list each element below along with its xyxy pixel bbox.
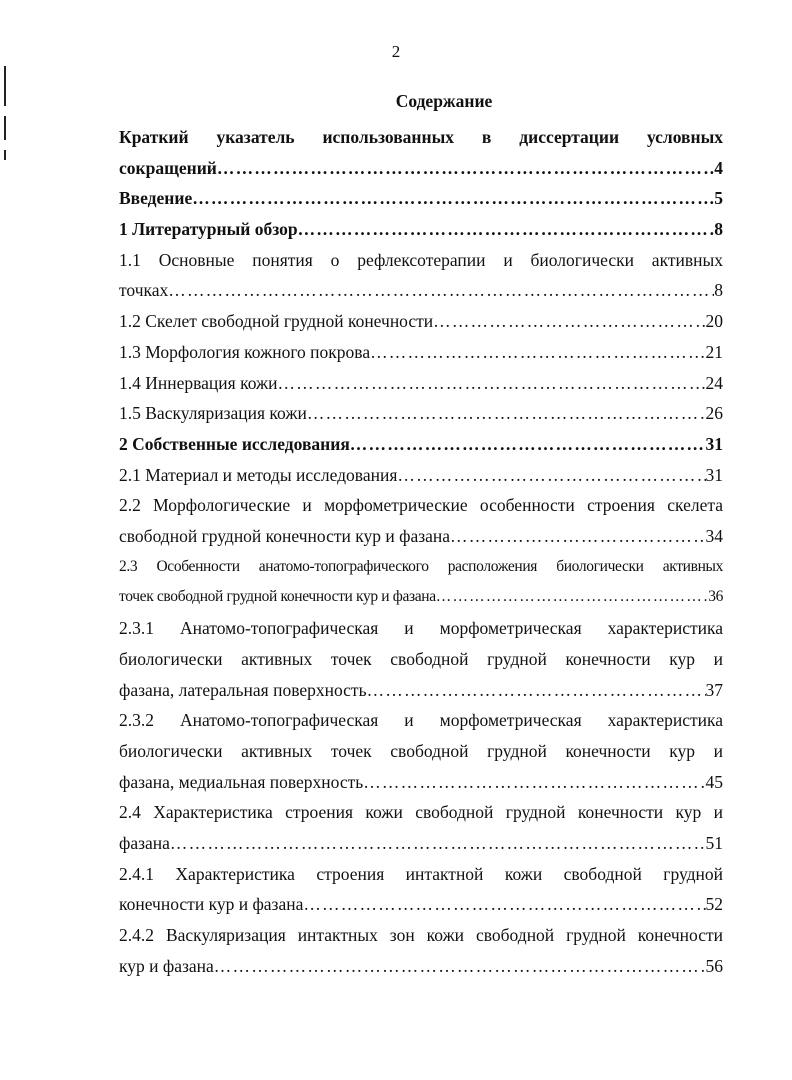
toc-entry-text: фазана, латеральная поверхность (119, 679, 367, 700)
toc-entry-last-line (119, 828, 723, 859)
toc-entry (119, 460, 723, 491)
toc-entry (119, 398, 723, 429)
toc-leader-dots (303, 889, 705, 920)
toc-entry-text: кур и фазана (119, 955, 214, 976)
toc-page-number: 37 (705, 679, 723, 700)
toc-entry (119, 122, 723, 183)
toc-entry-line (119, 920, 723, 951)
toc-leader-dots (397, 460, 705, 491)
toc-entry-line (119, 245, 723, 276)
toc-entry-text: фазана, медиальная поверхность (119, 771, 364, 792)
toc-entry (119, 214, 723, 245)
toc-entry-text: 1.3 Морфология кожного покрова (119, 341, 371, 362)
toc-entry-text: свободной грудной конечности кур и фазана (119, 526, 451, 547)
toc-entry-text: Краткий указатель использованных в диссертации условных (119, 127, 723, 147)
toc-entry-line (119, 613, 723, 644)
toc-entry-line (119, 490, 723, 521)
toc-page-number: 5 (714, 188, 723, 209)
toc-page-number: 4 (714, 157, 723, 178)
toc-entry-text: 1 Литературный обзор (119, 219, 298, 240)
toc-entry (119, 368, 723, 399)
toc-page-number: 31 (705, 464, 723, 485)
toc-entry-text: 1.5 Васкуляризация кожи (119, 403, 307, 424)
toc-entry-last-line (119, 153, 723, 184)
toc-page-number: 36 (708, 588, 723, 606)
toc-entry-last-line (119, 398, 723, 429)
toc-entry-last-line (119, 183, 723, 214)
toc-leader-dots (214, 951, 706, 982)
toc-page-number: 34 (705, 526, 723, 547)
toc-leader-dots (363, 767, 705, 798)
toc-entry-last-line (119, 582, 723, 613)
toc-entry-text: биологически активных точек свободной грудной конечности кур и (119, 740, 723, 761)
toc-entry-last-line (119, 951, 723, 982)
toc-page-number: 31 (705, 434, 723, 454)
toc-page-number: 56 (705, 955, 723, 976)
toc-entry (119, 705, 723, 797)
toc-leader-dots (277, 368, 705, 399)
toc-page-number: 26 (705, 403, 723, 424)
toc-entry-text: биологически активных точек свободной грудной конечности кур и (119, 648, 723, 669)
toc-entry (119, 429, 723, 460)
toc-entry-text: 2.1 Материал и методы исследования (119, 464, 398, 485)
toc-entry-text: 2 Собственные исследования (119, 434, 350, 454)
toc-entry (119, 337, 723, 368)
toc-entry-text: 2.4.2 Васкуляризация интактных зон кожи свободной грудной конечности (119, 925, 723, 946)
toc-entry-text: сокращений (119, 157, 217, 178)
toc-entry-last-line (119, 675, 723, 706)
toc-entry-last-line (119, 429, 723, 460)
table-of-contents (119, 122, 723, 982)
scan-edge-mark (4, 116, 6, 140)
toc-entry-text: 1.2 Скелет свободной грудной конечности (119, 311, 434, 332)
toc-entry-last-line (119, 337, 723, 368)
toc-leader-dots (370, 337, 705, 368)
toc-page-number: 21 (705, 341, 723, 362)
toc-entry-last-line (119, 214, 723, 245)
toc-leader-dots (367, 675, 706, 706)
toc-page-number: 8 (714, 219, 723, 240)
toc-entry-text: конечности кур и фазана (119, 894, 304, 915)
toc-entry-text: 2.3.2 Анатомо-топографическая и морфометрическая характеристика (119, 710, 723, 731)
toc-entry-text: Введение (119, 188, 193, 209)
toc-entry-line (119, 736, 723, 767)
toc-entry-text: 1.4 Иннервация кожи (119, 372, 278, 393)
toc-entry-text: 1.1 Основные понятия о рефлексотерапии и биологически активных (119, 249, 723, 270)
toc-entry-text: точках (119, 280, 169, 301)
toc-page-number: 20 (705, 311, 723, 332)
toc-leader-dots (450, 521, 705, 552)
toc-entry-text: точек свободной грудной конечности кур и фазана (119, 588, 436, 606)
toc-page-number: 52 (705, 894, 723, 915)
toc-entry-last-line (119, 521, 723, 552)
toc-page-number: 8 (714, 280, 723, 301)
toc-entry-line (119, 644, 723, 675)
toc-entry (119, 490, 723, 551)
toc-entry-text: фазана (119, 833, 170, 854)
toc-entry-text: 2.3.1 Анатомо-топографическая и морфометрическая характеристика (119, 618, 723, 639)
toc-entry-line (119, 859, 723, 890)
toc-leader-dots (168, 275, 714, 306)
toc-leader-dots (350, 429, 706, 460)
toc-entry (119, 306, 723, 337)
page-number: 2 (391, 42, 401, 61)
toc-entry-last-line (119, 368, 723, 399)
toc-leader-dots (170, 828, 706, 859)
scan-edge-mark (4, 150, 6, 160)
toc-entry-line (119, 122, 723, 153)
toc-leader-dots (436, 582, 708, 613)
toc-entry (119, 613, 723, 705)
toc-entry-line (119, 552, 723, 583)
toc-entry-text: 2.3 Особенности анатомо-топографического расположения биологически активных (119, 557, 723, 575)
toc-entry (119, 552, 723, 613)
toc-entry-last-line (119, 275, 723, 306)
toc-entry (119, 245, 723, 306)
toc-leader-dots (298, 214, 715, 245)
toc-page-number: 45 (705, 771, 723, 792)
toc-entry (119, 797, 723, 858)
toc-leader-dots (192, 183, 714, 214)
toc-entry-text: 2.2 Морфологические и морфометрические особенности строения скелета (119, 495, 723, 516)
toc-entry-text: 2.4 Характеристика строения кожи свободной грудной конечности кур и (119, 802, 723, 823)
toc-entry-line (119, 797, 723, 828)
toc-entry-text: 2.4.1 Характеристика строения интактной кожи свободной грудной (119, 863, 723, 884)
toc-page-number: 51 (705, 833, 723, 854)
contents-title: Содержание (395, 91, 493, 111)
toc-leader-dots (433, 306, 705, 337)
toc-page-number: 24 (705, 372, 723, 393)
toc-entry-last-line (119, 767, 723, 798)
toc-leader-dots (307, 398, 706, 429)
toc-leader-dots (217, 153, 714, 184)
toc-entry-last-line (119, 460, 723, 491)
toc-entry-last-line (119, 889, 723, 920)
toc-entry-line (119, 705, 723, 736)
toc-entry-last-line (119, 306, 723, 337)
toc-entry (119, 183, 723, 214)
toc-entry (119, 859, 723, 920)
toc-entry (119, 920, 723, 981)
